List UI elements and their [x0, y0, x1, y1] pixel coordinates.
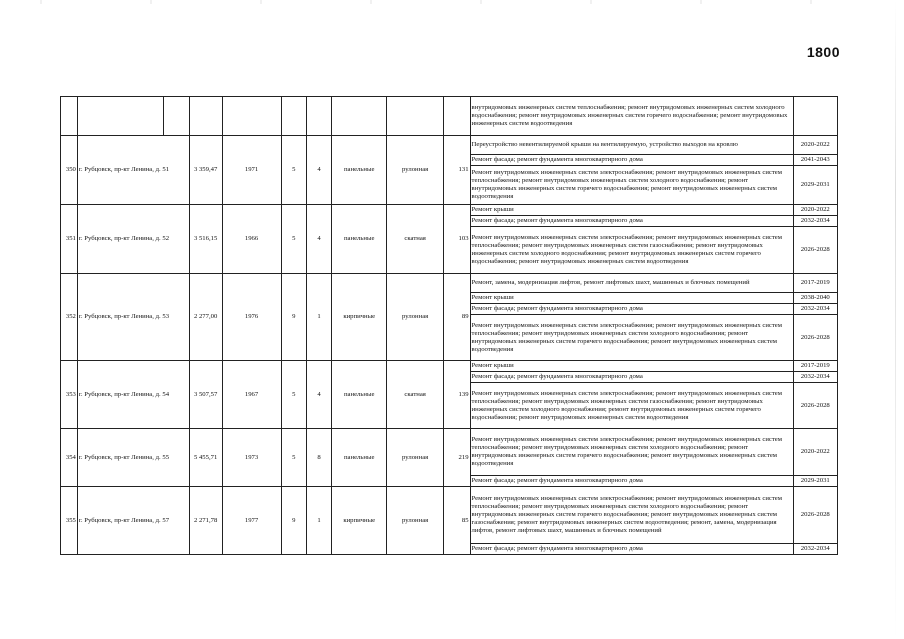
house-area: 2 271,78: [189, 487, 222, 555]
work-period: 2020-2022: [793, 136, 837, 155]
work-description: Ремонт фасада; ремонт фундамента многоквартирного дома: [470, 372, 793, 383]
work-period: 2032-2034: [793, 304, 837, 315]
work-description: Ремонт крыши: [470, 293, 793, 304]
wall-material: кирпичные: [332, 487, 387, 555]
entrance-count: 8: [306, 429, 331, 487]
entrance-count: 4: [306, 205, 331, 274]
work-period: 2026-2028: [793, 487, 837, 544]
house-area: 3 516,15: [189, 205, 222, 274]
house-number: 350: [61, 136, 78, 205]
house-address: г. Рубцовск, пр-кт Ленина, д. 54: [77, 361, 189, 429]
work-period: 2029-2031: [793, 476, 837, 487]
work-period: 2041-2043: [793, 155, 837, 166]
work-description: Ремонт внутридомовых инженерных систем электроснабжения; ремонт внутридомовых инженерных систем теплоснабжения; ремонт внутридомовых инженерных систем холодного водоснабжения; ремонт внутридомовых инженерных систем горячего водоснабжения; ремонт внутридомовых инженерных систем водоотведения: [470, 429, 793, 476]
work-description: Ремонт внутридомовых инженерных систем электроснабжения; ремонт внутридомовых инженерных систем теплоснабжения; ремонт внутридомовых инженерных систем холодного водоснабжения; ремонт внутридомовых инженерных систем горячего водоснабжения; ремонт внутридомовых инженерных систем газоснабжения; ремонт внутридомовых инженерных систем водоотведения; ремонт, замена, модернизация лифтов, ремонт лифтовых шахт, машинных и блочных помещений: [470, 487, 793, 544]
work-period: [793, 97, 837, 136]
work-description: Переустройство невентилируемой крыши на вентилируемую, устройство выходов на кровлю: [470, 136, 793, 155]
cell-empty: [164, 97, 189, 136]
build-year: 1967: [222, 361, 281, 429]
work-description: внутридомовых инженерных систем теплоснабжения; ремонт внутридомовых инженерных систем холодного водоснабжения; ремонт внутридомовых инженерных систем горячего водоснабжения; ремонт внутридомовых инженерных систем водоотведения: [470, 97, 793, 136]
entrance-count: 4: [306, 136, 331, 205]
table-row: [61, 361, 838, 372]
roof-type: рулонная: [387, 274, 444, 361]
roof-type: рулонная: [387, 429, 444, 487]
work-description: Ремонт фасада; ремонт фундамента многоквартирного дома: [470, 216, 793, 227]
roof-type: рулонная: [387, 487, 444, 555]
entrance-count: 4: [306, 361, 331, 429]
roof-type: скатная: [387, 205, 444, 274]
house-area: 5 455,71: [189, 429, 222, 487]
work-period: 2026-2028: [793, 383, 837, 429]
build-year: 1976: [222, 274, 281, 361]
house-address: г. Рубцовск, пр-кт Ленина, д. 57: [77, 487, 189, 555]
cell-empty: [77, 97, 164, 136]
work-period: 2026-2028: [793, 315, 837, 361]
work-description: Ремонт, замена, модернизация лифтов, ремонт лифтовых шахт, машинных и блочных помещений: [470, 274, 793, 293]
floor-count: 9: [281, 487, 306, 555]
cell-empty: [189, 97, 222, 136]
floor-count: 9: [281, 274, 306, 361]
resident-count: 89: [444, 274, 470, 361]
table-row: [61, 205, 838, 216]
work-period: 2026-2028: [793, 227, 837, 274]
house-address: г. Рубцовск, пр-кт Ленина, д. 53: [77, 274, 189, 361]
work-description: Ремонт внутридомовых инженерных систем электроснабжения; ремонт внутридомовых инженерных систем теплоснабжения; ремонт внутридомовых инженерных систем холодного водоснабжения; ремонт внутридомовых инженерных систем горячего водоснабжения; ремонт внутридомовых инженерных систем водоотведения: [470, 315, 793, 361]
cell-empty: [332, 97, 387, 136]
build-year: 1977: [222, 487, 281, 555]
house-number: 354: [61, 429, 78, 487]
wall-material: кирпичные: [332, 274, 387, 361]
table-row: [61, 136, 838, 155]
house-number: 353: [61, 361, 78, 429]
table-row: [61, 487, 838, 544]
table-row-continuation: [61, 97, 838, 136]
floor-count: 5: [281, 361, 306, 429]
roof-type: скатная: [387, 361, 444, 429]
resident-count: 139: [444, 361, 470, 429]
page-number: 1800: [806, 44, 840, 60]
wall-material: панельные: [332, 205, 387, 274]
work-description: Ремонт крыши: [470, 361, 793, 372]
build-year: 1966: [222, 205, 281, 274]
resident-count: 131: [444, 136, 470, 205]
work-description: Ремонт крыши: [470, 205, 793, 216]
work-description: Ремонт фасада; ремонт фундамента многоквартирного дома: [470, 304, 793, 315]
work-description: Ремонт внутридомовых инженерных систем электроснабжения; ремонт внутридомовых инженерных систем теплоснабжения; ремонт внутридомовых инженерных систем газоснабжения; ремонт внутридомовых инженерных систем холодного водоснабжения; ремонт внутридомовых инженерных систем горячего водоснабжения; ремонт внутридомовых инженерных систем водоотведения: [470, 383, 793, 429]
work-period: 2017-2019: [793, 361, 837, 372]
cell-empty: [306, 97, 331, 136]
work-description: Ремонт фасада; ремонт фундамента многоквартирного дома: [470, 544, 793, 555]
work-description: Ремонт внутридомовых инженерных систем электроснабжения; ремонт внутридомовых инженерных систем теплоснабжения; ремонт внутридомовых инженерных систем газоснабжения; ремонт внутридомовых инженерных систем холодного водоснабжения; ремонт внутридомовых инженерных систем горячего водоснабжения; ремонт внутридомовых инженерных систем водоотведения: [470, 227, 793, 274]
capital-repair-table: [60, 96, 838, 555]
cell-empty: [387, 97, 444, 136]
entrance-count: 1: [306, 487, 331, 555]
house-area: 2 277,00: [189, 274, 222, 361]
floor-count: 5: [281, 205, 306, 274]
wall-material: панельные: [332, 429, 387, 487]
work-description: Ремонт внутридомовых инженерных систем электроснабжения; ремонт внутридомовых инженерных систем теплоснабжения; ремонт внутридомовых инженерных систем холодного водоснабжения; ремонт внутридомовых инженерных систем горячего водоснабжения; ремонт внутридомовых инженерных систем водоотведения: [470, 166, 793, 205]
work-period: 2029-2031: [793, 166, 837, 205]
work-period: 2038-2040: [793, 293, 837, 304]
house-address: г. Рубцовск, пр-кт Ленина, д. 52: [77, 205, 189, 274]
table-row: [61, 429, 838, 476]
scan-edge: [895, 0, 896, 639]
work-period: 2032-2034: [793, 544, 837, 555]
floor-count: 5: [281, 136, 306, 205]
cell-empty: [281, 97, 306, 136]
house-address: г. Рубцовск, пр-кт Ленина, д. 51: [77, 136, 189, 205]
house-number: 351: [61, 205, 78, 274]
resident-count: 219: [444, 429, 470, 487]
build-year: 1971: [222, 136, 281, 205]
house-number: 352: [61, 274, 78, 361]
cell-empty: [222, 97, 281, 136]
house-area: 3 359,47: [189, 136, 222, 205]
wall-material: панельные: [332, 361, 387, 429]
work-period: 2032-2034: [793, 216, 837, 227]
work-period: 2032-2034: [793, 372, 837, 383]
scan-noise: [0, 0, 904, 4]
table-row: [61, 274, 838, 293]
resident-count: 103: [444, 205, 470, 274]
build-year: 1973: [222, 429, 281, 487]
cell-empty: [444, 97, 470, 136]
roof-type: рулонная: [387, 136, 444, 205]
entrance-count: 1: [306, 274, 331, 361]
work-period: 2020-2022: [793, 205, 837, 216]
cell-empty: [61, 97, 78, 136]
work-description: Ремонт фасада; ремонт фундамента многоквартирного дома: [470, 155, 793, 166]
wall-material: панельные: [332, 136, 387, 205]
floor-count: 5: [281, 429, 306, 487]
resident-count: 85: [444, 487, 470, 555]
work-period: 2017-2019: [793, 274, 837, 293]
house-area: 3 507,57: [189, 361, 222, 429]
work-period: 2020-2022: [793, 429, 837, 476]
house-address: г. Рубцовск, пр-кт Ленина, д. 55: [77, 429, 189, 487]
house-number: 355: [61, 487, 78, 555]
work-description: Ремонт фасада; ремонт фундамента многоквартирного дома: [470, 476, 793, 487]
